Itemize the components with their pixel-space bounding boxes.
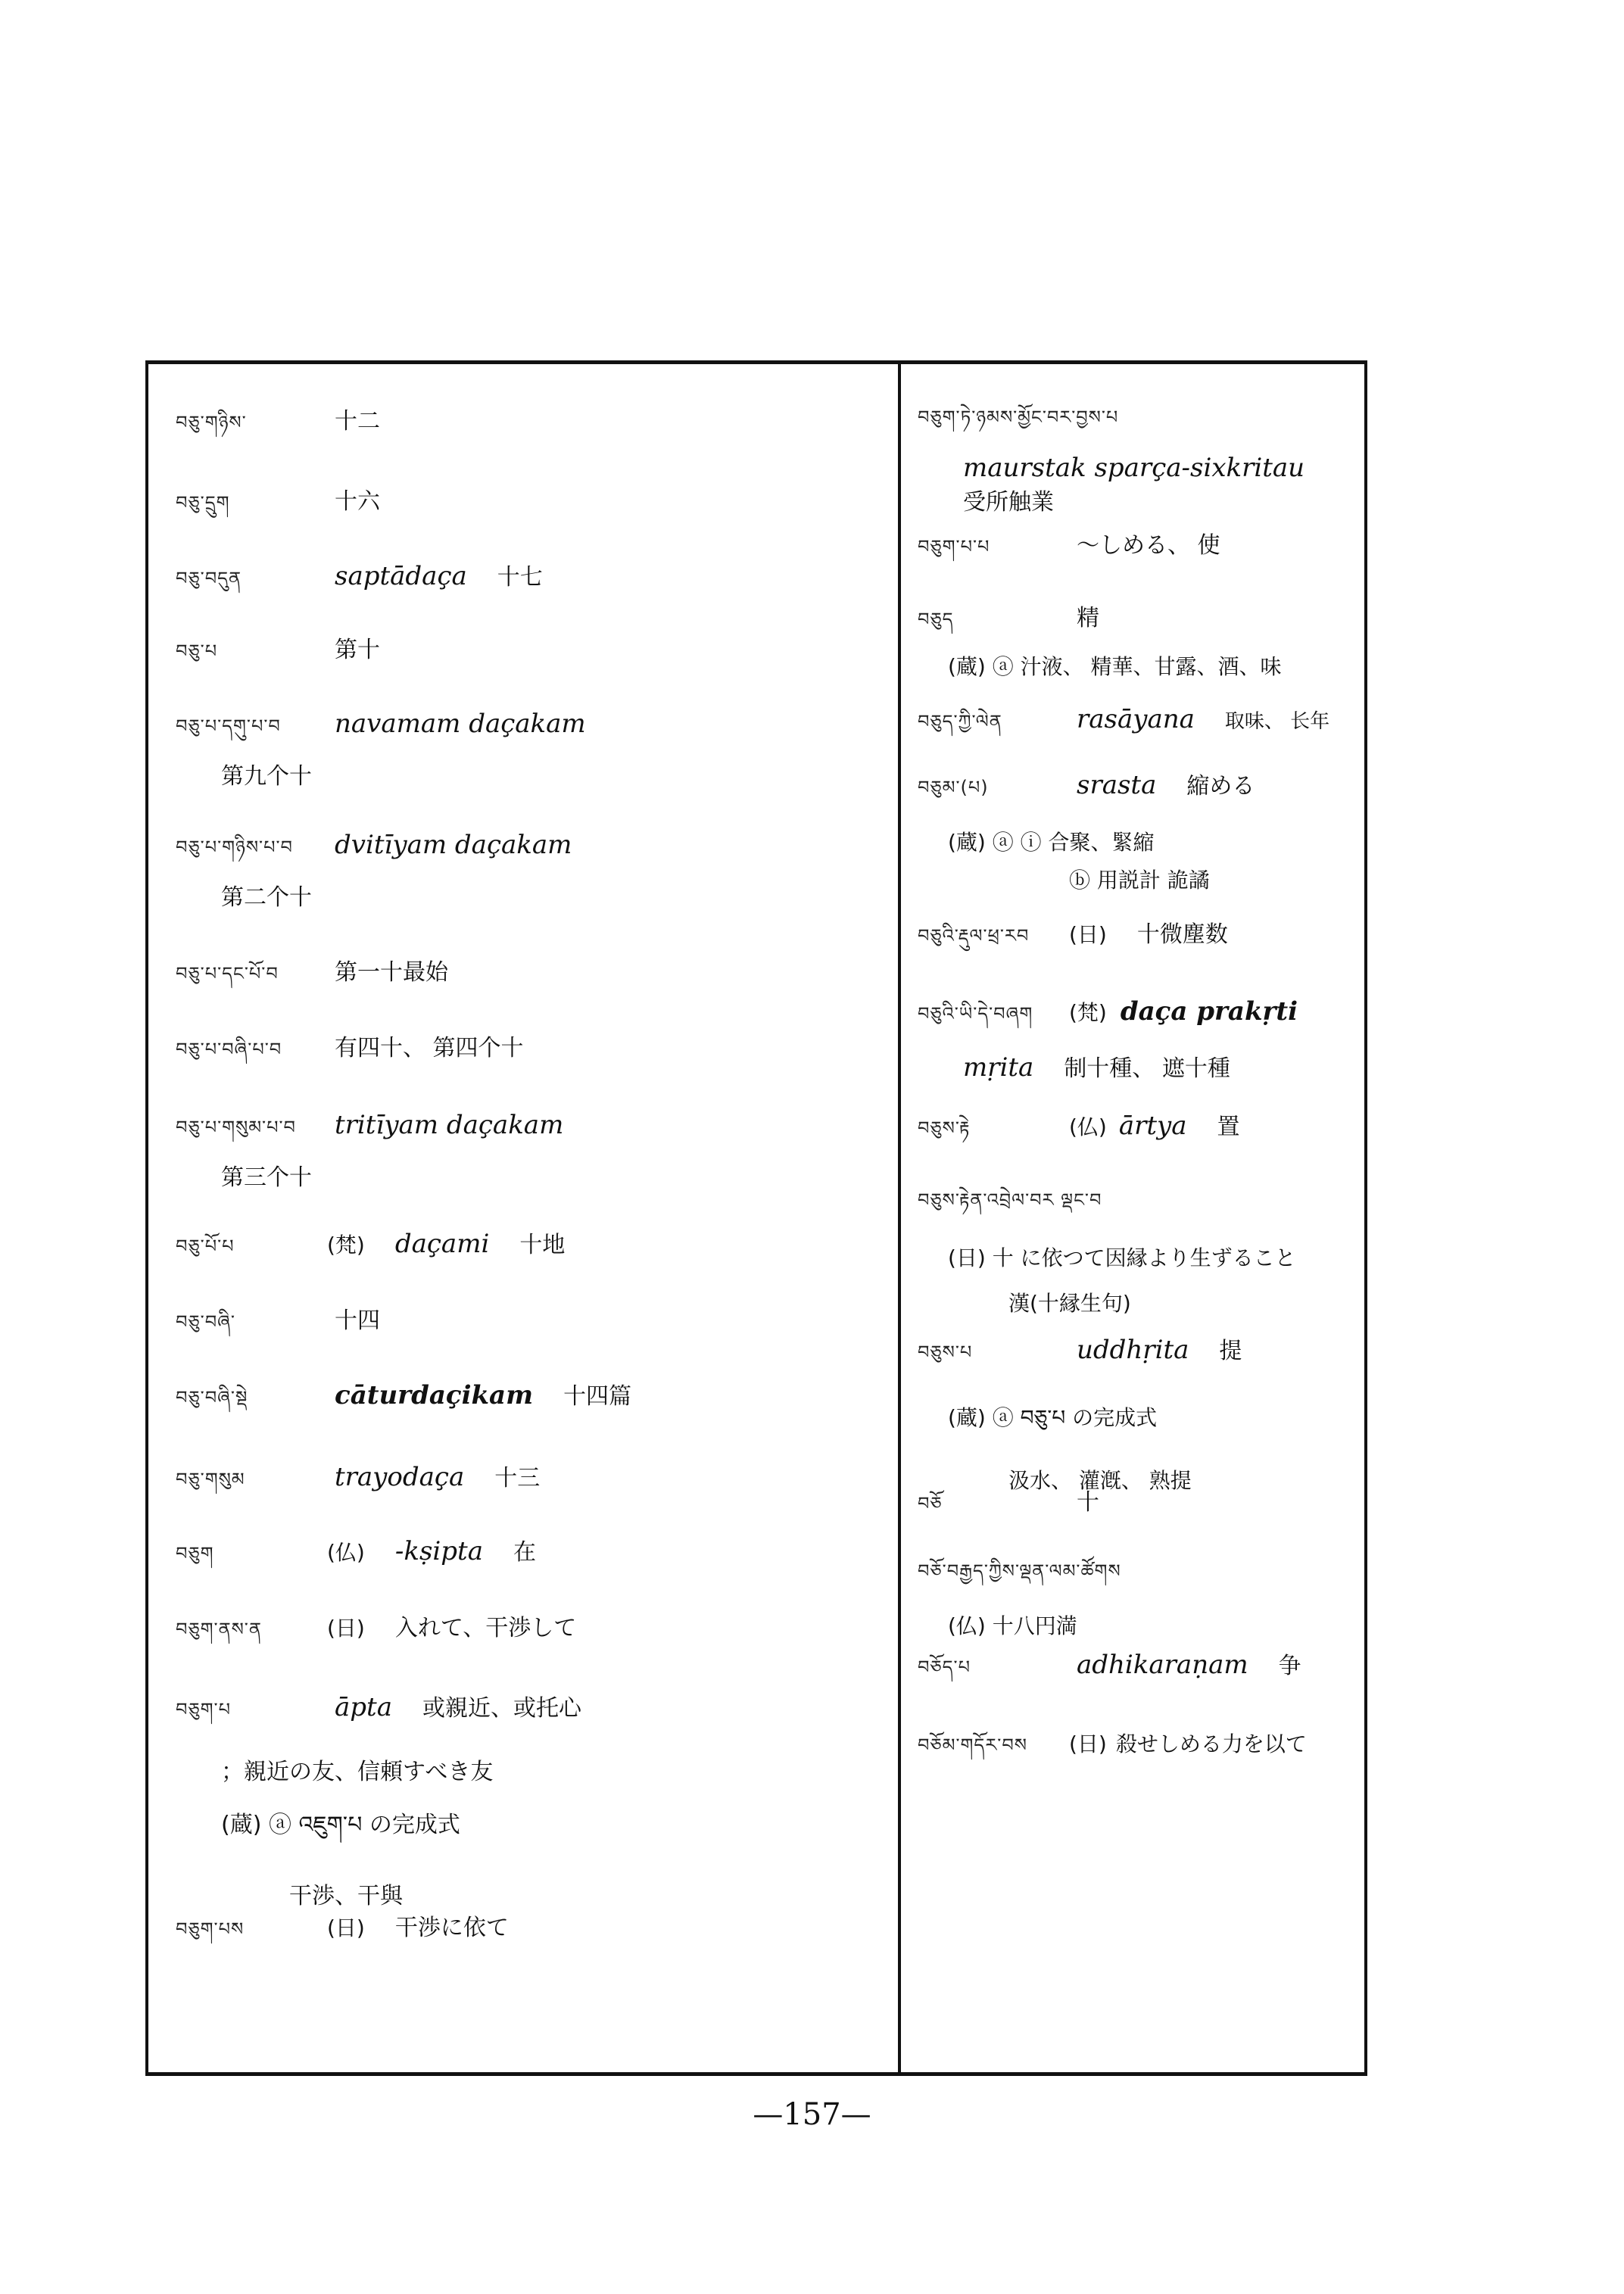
japanese-gloss: ～しめる、 使	[1077, 532, 1220, 559]
sanskrit-equivalent: srasta	[1077, 770, 1157, 800]
japanese-gloss: 十地	[519, 1232, 566, 1258]
tibetan-headword: བཅོ་བརྒྱད་ཀྱིས་ལྡན་ལམ་ཚོགས	[918, 1560, 1121, 1582]
gloss-continuation: 汲水、 灌漑、 熟提	[1008, 1468, 1192, 1493]
source-marker: (日)	[327, 1616, 365, 1641]
sanskrit-equivalent: daçami	[394, 1229, 490, 1259]
japanese-gloss: 第一十最始	[335, 959, 448, 986]
entry	[918, 1647, 1360, 1725]
page-number: —157—	[753, 2097, 871, 2132]
japanese-gloss: 精	[1077, 605, 1099, 631]
tibetan-headword: བཅུག་ཏེ་ཉམས་མྱོང་བར་བྱས་པ	[918, 407, 1119, 428]
entry	[176, 402, 890, 482]
entry	[918, 1551, 1360, 1647]
entry	[176, 1609, 890, 1689]
entry	[918, 1180, 1360, 1332]
gloss-continuation: (蔵) ⓐ 汁液、 精華、甘露、酒、味	[948, 654, 1282, 679]
gloss-continuation: 第三个十	[221, 1164, 312, 1191]
entry	[918, 1332, 1360, 1493]
source-marker: (梵)	[1069, 1000, 1107, 1025]
tibetan-headword: བཅུད་ཀྱི་ལེན	[918, 711, 1002, 732]
sanskrit-equivalent: uddhṛita	[1077, 1335, 1189, 1365]
entry	[176, 1301, 890, 1377]
tibetan-headword: བཅུག་པ་པ	[918, 536, 990, 557]
japanese-gloss: 或親近、或托心	[422, 1695, 581, 1722]
sanskrit-equivalent: cāturdaçikam	[335, 1380, 534, 1410]
entry	[918, 994, 1360, 1108]
japanese-gloss: 十三	[494, 1465, 541, 1491]
japanese-gloss: 取味、 长年	[1224, 710, 1330, 733]
japanese-gloss: 干渉に依て	[394, 1915, 509, 1941]
japanese-gloss: 十七	[497, 564, 543, 591]
japanese-gloss: 争	[1278, 1653, 1301, 1679]
japanese-gloss: 十六	[335, 488, 380, 515]
sanskrit-equivalent: saptādaça	[335, 561, 467, 591]
entry	[918, 702, 1360, 767]
tibetan-headword: བཅུ་པ་དགུ་པ་བ	[176, 715, 281, 737]
entry	[176, 1377, 890, 1459]
sanskrit-equivalent: navamam daçakam	[335, 709, 586, 739]
gloss-continuation: (蔵) ⓐ ⓘ 合聚、緊縮	[948, 830, 1155, 855]
right-column	[901, 364, 1364, 1786]
gloss-continuation: 第九个十	[221, 763, 312, 790]
japanese-gloss: 有四十、 第四个十	[335, 1035, 524, 1061]
gloss-continuation: (蔵) ⓐ འཇུག་པ の完成式	[221, 1812, 460, 1838]
tibetan-headword: བཅུའི་ཡི་དེ་བཞག	[918, 1003, 1033, 1024]
entry	[176, 1689, 890, 1909]
sanskrit-continuation: maurstak sparça-sixkritau	[963, 453, 1305, 483]
source-marker: (梵)	[327, 1233, 365, 1258]
tibetan-headword: བཅུ་བདུན	[176, 568, 242, 589]
entry	[176, 1909, 890, 1977]
sanskrit-equivalent: daça prakṛti	[1120, 996, 1298, 1027]
sanskrit-equivalent: trayodaça	[335, 1462, 465, 1492]
entry	[918, 915, 1360, 994]
sanskrit-continuation: mṛita	[963, 1052, 1034, 1083]
source-marker: (日)	[327, 1915, 365, 1940]
entry	[176, 828, 890, 953]
japanese-gloss: 殺せしめる力を以て	[1115, 1731, 1307, 1756]
japanese-gloss: 在	[513, 1539, 536, 1566]
japanese-gloss: 提	[1219, 1338, 1242, 1364]
entry	[176, 706, 890, 828]
tibetan-headword: བཅུ་བཞི་སྡེ	[176, 1387, 248, 1408]
japanese-gloss: 十二	[335, 408, 380, 435]
entry	[176, 558, 890, 631]
tibetan-headword: བཅུའི་རྡུལ་ཕྲ་རབ	[918, 925, 1030, 946]
tibetan-headword: བཅུ་པོ་པ	[176, 1236, 235, 1257]
tibetan-headword: བཅོད་པ	[918, 1657, 971, 1678]
gloss-continuation: (仏) 十八円満	[948, 1613, 1077, 1638]
tibetan-headword: བཅུད	[918, 609, 954, 630]
tibetan-headword: བཅུ་པ་དང་པོ་བ	[176, 963, 279, 984]
tibetan-headword: བཅོ	[918, 1493, 943, 1514]
tibetan-headword: བཅུས་པ	[918, 1342, 973, 1363]
entry	[176, 1029, 890, 1108]
entry	[176, 1226, 890, 1301]
entry	[918, 767, 1360, 915]
tibetan-headword: བཅོམ་གདོར་བས	[918, 1735, 1027, 1756]
sanskrit-equivalent: tritīyam daçakam	[335, 1110, 564, 1140]
japanese-gloss: 十四	[335, 1308, 380, 1334]
tibetan-headword: བཅུ་པ་གསུམ་པ་བ	[176, 1117, 296, 1138]
entry	[176, 1459, 890, 1533]
gloss-continuation: 受所触業	[963, 489, 1054, 516]
gloss-continuation: ⓑ 用説計 詭譎	[1069, 868, 1210, 893]
japanese-gloss: 入れて、干渉して	[394, 1615, 577, 1641]
gloss-continuation: 漢(十縁生句)	[1008, 1291, 1131, 1316]
left-column	[148, 364, 898, 1977]
tibetan-headword: བཅུས་རྟེན་འབྲེལ་བར ལྡང་བ	[918, 1189, 1102, 1211]
entry	[918, 1483, 1360, 1551]
tibetan-headword: བཅུ་པ་གཉིས་པ་བ	[176, 837, 293, 858]
entry	[918, 1108, 1360, 1180]
source-marker: (仏)	[1069, 1114, 1107, 1139]
tibetan-headword: བཅུས་རྟེ	[918, 1117, 971, 1139]
gloss-continuation: 制十種、 遮十種	[1064, 1055, 1230, 1082]
tibetan-headword: བཅུམ་(པ)	[918, 777, 989, 798]
entry	[918, 599, 1360, 702]
tibetan-headword: བཅུག་པས	[176, 1918, 245, 1940]
sanskrit-equivalent: āpta	[335, 1692, 392, 1722]
gloss-continuation: (日) 十 に依つて因縁より生ずること	[948, 1245, 1296, 1270]
sanskrit-equivalent: -kṣipta	[394, 1536, 483, 1566]
japanese-gloss: 十	[1077, 1489, 1099, 1516]
tibetan-headword: བཅུ་པ་བཞི་པ་བ	[176, 1039, 282, 1060]
tibetan-headword: བཅུ་གསུམ	[176, 1469, 245, 1490]
tibetan-headword: བཅུ་གཉིས་	[176, 412, 247, 433]
tibetan-headword: བཅུག	[176, 1543, 214, 1564]
tibetan-headword: བཅུ་པ	[176, 641, 218, 662]
gloss-continuation: ；親近の友、信頼すべき友	[221, 1759, 494, 1785]
entry	[176, 631, 890, 706]
tibetan-headword: བཅུག་ནས་ན	[176, 1619, 262, 1640]
entry	[176, 953, 890, 1029]
entry	[176, 1533, 890, 1609]
dictionary-frame	[145, 360, 1367, 2076]
entry	[176, 1108, 890, 1226]
tibetan-headword: བཅུག་པ	[176, 1699, 231, 1720]
japanese-gloss: 縮める	[1186, 773, 1255, 799]
sanskrit-equivalent: ārtya	[1118, 1111, 1187, 1141]
gloss-continuation: 第二个十	[221, 884, 312, 911]
entry	[918, 1725, 1360, 1786]
tibetan-headword: བཅུ་བཞི་	[176, 1311, 235, 1332]
tibetan-headword: བཅུ་དྲུག	[176, 492, 230, 513]
sanskrit-equivalent: dvitīyam daçakam	[335, 830, 572, 860]
gloss-continuation: 干渉、干與	[289, 1883, 403, 1909]
japanese-gloss: 置	[1217, 1114, 1240, 1140]
entry	[918, 526, 1360, 599]
japanese-gloss: 第十	[335, 637, 380, 663]
source-marker: (日)	[1069, 922, 1107, 947]
sanskrit-equivalent: adhikaraṇam	[1077, 1650, 1248, 1680]
japanese-gloss: 十四篇	[563, 1383, 632, 1410]
japanese-gloss: 十微塵数	[1136, 921, 1228, 948]
entry	[918, 397, 1360, 526]
gloss-continuation: (蔵) ⓐ བཅུ་པ の完成式	[948, 1405, 1158, 1430]
sanskrit-equivalent: rasāyana	[1077, 704, 1195, 734]
entry	[176, 482, 890, 558]
source-marker: (仏)	[327, 1540, 365, 1565]
source-marker: (日)	[1069, 1731, 1107, 1756]
